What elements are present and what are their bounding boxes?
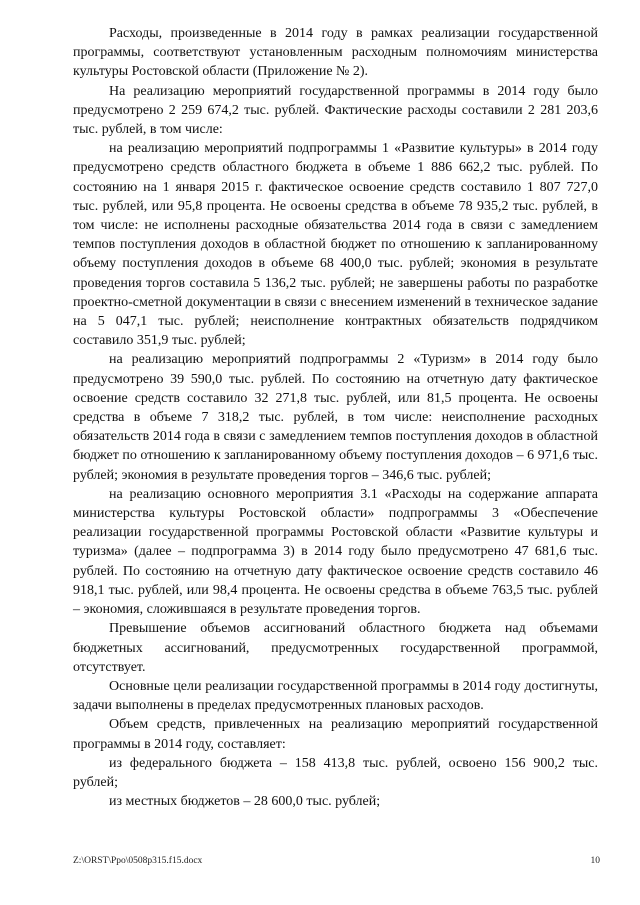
paragraph-goals-achieved: Основные цели реализации государственной программы в 2014 году достигнуты, задачи выполнены в пределах предусмотренных плановых расходов. — [73, 678, 598, 714]
footer-page-number: 10 — [590, 856, 600, 866]
paragraph-measure-3-1-apparatus: на реализацию основного мероприятия 3.1 «Расходы на содержание аппарата министерства культуры Ростовской области» подпрограммы 3 «Обеспечение реализации государственной программы Ростовской области «Развитие культуры и туризма» (далее – подпрограмма 3) в 2014 году было предусмотрено 47 681,6 тыс. рублей. По состоянию на отчетную дату фактическое освоение средств составило 46 918,1 тыс. рублей, или 98,4 процента. Не освоены средства в объеме 763,5 тыс. рублей – экономия, сложившаяся в результате проведения торгов. — [73, 486, 598, 618]
paragraph-no-excess: Превышение объемов ассигнований областного бюджета над объемами бюджетных ассигнований, предусмотренных государственной программой, отсутствует. — [73, 621, 598, 675]
paragraph-subprogram-1-culture: на реализацию мероприятий подпрограммы 1 «Развитие культуры» в 2014 году предусмотрено средств областного бюджета в объеме 1 886 662,2 тыс. рублей. По состоянию на 1 января 2015 г. фактическое освоение средств составило 1 807 727,0 тыс. рублей, или 95,8 процента. Не освоены средства в объеме 78 935,2 тыс. рублей, в том числе: не исполнены расходные обязательства 2014 года в связи с замедлением темпов поступления доходов в областной бюджет по отношению к запланированному объему поступления доходов в объеме 68 400,0 тыс. рублей; экономия в результате проведения торгов составила 5 136,2 тыс. рублей; не завершены работы по разработке проектно-сметной документации в связи с внесением изменений в техническое задание на 5 047,1 тыс. рублей; неисполнение контрактных обязательств подрядчиком составило 351,9 тыс. рублей; — [73, 141, 598, 349]
document-body — [73, 24, 598, 811]
paragraph-expenses-compliance: Расходы, произведенные в 2014 году в рамках реализации государственной программы, соответствуют установленным расходным полномочиям министерства культуры Ростовской области (Приложение № 2). — [73, 26, 598, 80]
paragraph-attracted-funds: Объем средств, привлеченных на реализацию мероприятий государственной программы в 2014 году, составляет: — [73, 717, 598, 752]
paragraph-local-budgets: из местных бюджетов – 28 600,0 тыс. рублей; — [109, 794, 381, 810]
paragraph-federal-budget: из федерального бюджета – 158 413,8 тыс. рублей, освоено 156 900,2 тыс. рублей; — [73, 755, 598, 790]
footer-file-path: Z:\ORST\Ppo\0508p315.f15.docx — [73, 856, 203, 866]
paragraph-total-funding: На реализацию мероприятий государственной программы в 2014 году было предусмотрено 2 259 674,2 тыс. рублей. Фактические расходы составили 2 281 203,6 тыс. рублей, в том числе: — [73, 83, 598, 138]
paragraph-subprogram-2-tourism: на реализацию мероприятий подпрограммы 2 «Туризм» в 2014 году было предусмотрено 39 590,0 тыс. рублей. По состоянию на отчетную дату фактическое освоение средств составило 32 271,8 тыс. рублей, или 81,5 процента. Не освоены средства в объеме 7 318,2 тыс. рублей, в том числе: неисполнение расходных обязательств 2014 года в связи с замедлением темпов поступления доходов в областной бюджет по отношению к запланированному объему поступления доходов – 6 971,6 тыс. рублей; экономия в результате проведения торгов – 346,6 тыс. рублей; — [73, 352, 598, 483]
